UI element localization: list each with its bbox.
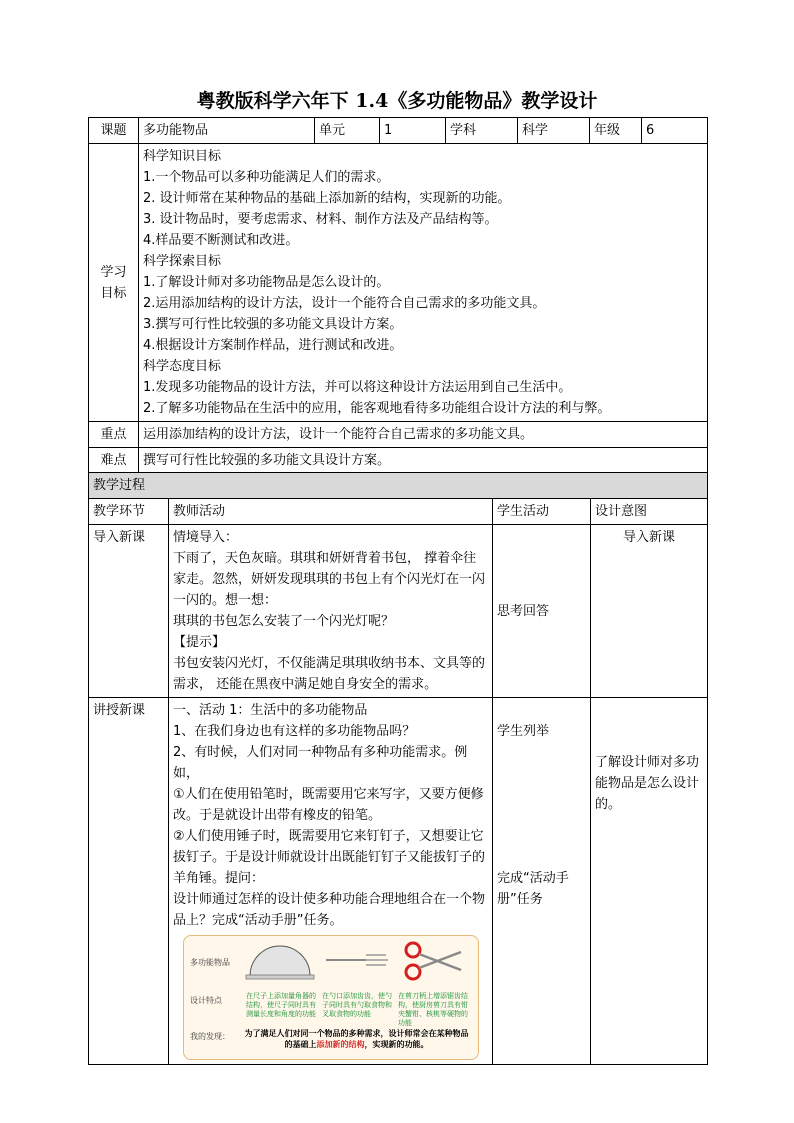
- unit-value: 1: [380, 118, 446, 144]
- worksheet-feature: 在剪刀柄上增添锯齿结构，使厨房剪刀具有钳夹蟹钳、核桃等硬物的功能: [398, 992, 468, 1027]
- intro-row: [89, 525, 708, 698]
- intro-teacher: 情境导入： 下雨了，天色灰暗。琪琪和妍妍背着书包， 撑着伞往家走。忽然，妍妍发现琪琪的书包上有个闪光灯在一闪一闪的。想一想： 琪琪的书包怎么安装了一个闪光灯呢？ 【提示】 书包安装闪光灯，不仅能满足琪琪收纳书本、文具等的需求， 还能在黑夜中满足她自身安全的需求。: [169, 525, 493, 698]
- page-title: 粤教版科学六年下 1.4《多功能物品》教学设计: [196, 90, 598, 112]
- intro-intent: 导入新课: [591, 525, 708, 698]
- difficulty-text: 撰写可行性比较强的多功能文具设计方案。: [139, 448, 708, 474]
- difficulty-row: [89, 448, 708, 474]
- column-header: 教师活动: [169, 499, 493, 525]
- goals-row: [89, 144, 708, 422]
- process-header: 教学过程: [89, 473, 708, 499]
- difficulty-label: 难点: [89, 448, 139, 474]
- worksheet-feature: 在勺口添加齿齿，使勺子同时具有勺取食物和叉取食物的功能: [322, 992, 392, 1018]
- intro-stage: 导入新课: [89, 525, 169, 698]
- column-header: 设计意图: [591, 499, 708, 525]
- info-table: [88, 117, 708, 474]
- info-row: [89, 118, 708, 144]
- column-header: 学生活动: [493, 499, 591, 525]
- goals-content: 科学知识目标 1.一个物品可以多种功能满足人们的需求。 2. 设计师常在某种物品的基础上添加新的结构，实现新的功能。 3. 设计物品时，要考虑需求、材料、制作方法及产品结构等。 4.样品要不断测试和改进。 科学探索目标 1.了解设计师对多功能物品是怎么设计的。 2.运用添加结构的设计方法，设计一个能符合自己需求的多功能文具。 3.撰写可行性比较强的多功能文具设计方案。 4.根据设计方案制作样品，进行测试和改进。 科学态度目标 1.发现多功能物品的设计方法，并可以将这种设计方法运用到自己生活中。 2.了解多功能物品在生活中的应用，能客观地看待多功能组合设计方法的利与弊。: [139, 144, 708, 422]
- subject-label: 学科: [446, 118, 518, 144]
- new-intent: 了解设计师对多功能物品是怎么设计的。: [591, 698, 708, 1065]
- subject-value: 科学: [518, 118, 590, 144]
- key-point-text: 运用添加结构的设计方法，设计一个能符合自己需求的多功能文具。: [139, 422, 708, 448]
- worksheet-finding: 为了满足人们对同一个物品的多种需求，设计师常会在某种物品的基础上添加新的结构，实现新的功能。: [244, 1029, 469, 1049]
- column-header-row: [89, 499, 708, 525]
- worksheet-feature: 在尺子上添加量角器的结构，使尺子同时具有测量长度和角度的功能: [246, 992, 316, 1018]
- new-lesson-row: [89, 698, 708, 1065]
- grade-value: 6: [642, 118, 708, 144]
- column-header: 教学环节: [89, 499, 169, 525]
- unit-label: 单元: [315, 118, 380, 144]
- lesson-value: 多功能物品: [139, 118, 315, 144]
- scissors-icon: [399, 940, 469, 984]
- goals-label: 学习 目标: [89, 144, 139, 422]
- process-table: [88, 472, 708, 1065]
- intro-student: 思考回答: [493, 525, 591, 698]
- spork-icon: [322, 946, 392, 974]
- process-header-row: [89, 473, 708, 499]
- grade-label: 年级: [590, 118, 642, 144]
- worksheet-image: [183, 935, 488, 1060]
- new-student: 学生列举 完成“活动手册”任务: [493, 698, 591, 1065]
- lesson-label: 课题: [89, 118, 139, 144]
- key-point-row: [89, 422, 708, 448]
- worksheet-row-item: 多功能物品: [190, 958, 230, 967]
- new-teacher: 一、活动 1：生活中的多功能物品 1、在我们身边也有这样的多功能物品吗？ 2、有时候，人们对同一种物品有多种功能需求。例如， ①人们在使用铅笔时，既需要用它来写字，又要方便修改。于是就设计出带有橡皮的铅笔。 ②人们使用锤子时，既需要用它来钉钉子，又想要让它拔钉子。于是设计师就设计出既能钉钉子又能拔钉子的羊角锤。提问： 设计师通过怎样的设计使多种功能合理地组合在一个物品上？完成“活动手册”任务。 多功能物品 设计特点 我的发现： 在尺子上添加量角器的结构，使尺子同时具有测量长度和角度的功能 在勺口添加齿齿，使勺子同时具有勺取食物和叉取食物的功能 在剪刀柄上增添锯齿结构，使厨房剪刀具有钳夹蟹钳、核桃等硬物的功能 为了满足人们对同一个物品的多种需求，设计师常会在某种物品的基础上添加新的结构，实现新的功能。: [169, 698, 493, 1065]
- key-point-label: 重点: [89, 422, 139, 448]
- worksheet-row-feature: 设计特点: [190, 996, 222, 1005]
- protractor-ruler-icon: [244, 940, 316, 980]
- new-stage: 讲授新课: [89, 698, 169, 1065]
- worksheet-row-finding: 我的发现：: [190, 1032, 230, 1041]
